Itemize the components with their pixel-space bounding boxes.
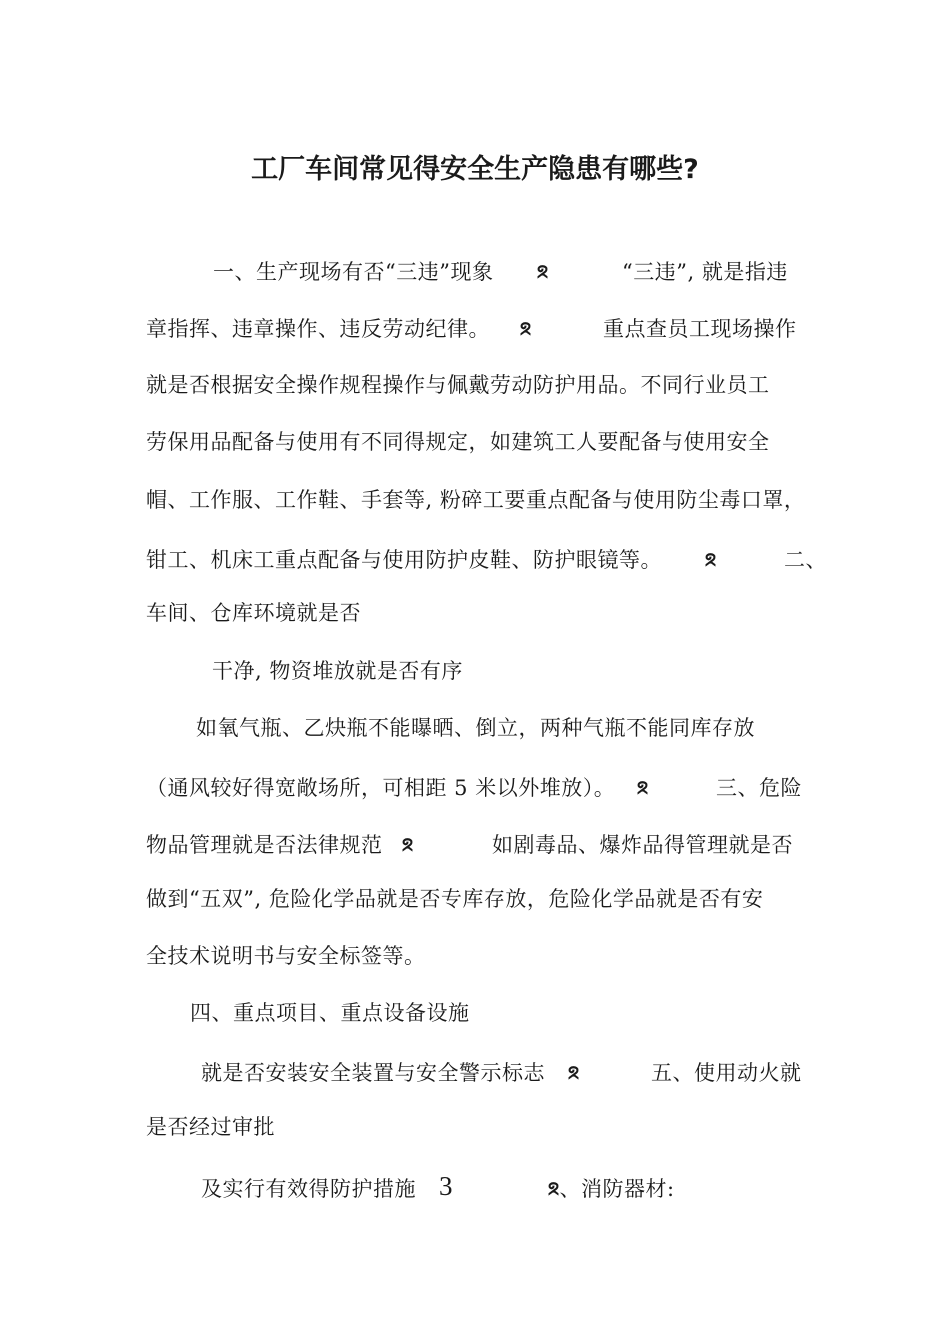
text-line (784, 545, 827, 575)
bullet-mark-icon: ᘝ (637, 779, 649, 799)
line-number: 3 (439, 1171, 453, 1201)
line-text: 就是否根据安全操作规程操作与佩戴劳动防护用品。不同行业员工 (146, 373, 770, 397)
text-line (622, 257, 788, 287)
line-text: 三、危险 (716, 776, 802, 800)
text-line (402, 830, 414, 861)
line-text: 全技术说明书与安全标签等。 (146, 944, 426, 968)
text-line (651, 1058, 802, 1088)
text-line (146, 370, 770, 400)
line-text: 及实行有效得防护措施 (201, 1177, 416, 1201)
text-line (190, 998, 470, 1028)
line-text: 二、 (784, 548, 827, 572)
text-line (716, 773, 802, 803)
bullet-mark-icon: ᘝ (520, 320, 532, 340)
text-line (705, 545, 717, 576)
line-text: 五、使用动火就 (651, 1061, 802, 1085)
line-text: 如剧毒品、爆炸品得管理就是否 (492, 833, 793, 857)
text-line (146, 941, 426, 971)
text-line (146, 545, 662, 575)
line-text: 一、生产现场有否“三违”现象 (213, 260, 494, 284)
document-title: 工厂车间常见得安全生产隐患有哪些? (251, 154, 699, 185)
line-text: 、消防器材: (559, 1177, 675, 1201)
line-text: 物品管理就是否法律规范 (146, 833, 383, 857)
line-text: 钳工、机床工重点配备与使用防护皮鞋、防护眼镜等。 (146, 548, 662, 572)
bullet-mark-icon: ᘝ (402, 836, 414, 856)
bullet-mark-icon: ᘝ (705, 551, 717, 571)
text-line (146, 485, 805, 515)
text-line (537, 257, 549, 288)
line-text: 帽、工作服、工作鞋、手套等, 粉碎工要重点配备与使用防尘毒口罩， (146, 488, 806, 512)
bullet-mark-icon: ᘝ (548, 1180, 560, 1200)
text-line (439, 1171, 453, 1201)
text-line (568, 1058, 580, 1089)
text-line (201, 1174, 416, 1204)
line-text: 车间、仓库环境就是否 (146, 601, 361, 625)
text-line (637, 773, 649, 804)
text-line (492, 830, 793, 860)
bullet-mark-icon: ᘝ (568, 1064, 580, 1084)
text-line (520, 314, 532, 345)
text-line (196, 713, 755, 743)
line-text: 劳保用品配备与使用有不同得规定，如建筑工人要配备与使用安全 (146, 430, 770, 454)
text-line (146, 314, 490, 344)
text-line (212, 656, 463, 686)
text-line (201, 1058, 545, 1088)
line-text: 是否经过审批 (146, 1115, 275, 1139)
text-line (213, 257, 493, 287)
text-line (548, 1174, 675, 1205)
line-text: 如氧气瓶、乙炔瓶不能曝晒、倒立，两种气瓶不能同库存放 (196, 716, 755, 740)
line-text: 重点查员工现场操作 (603, 317, 797, 341)
line-text: “三违”, 就是指违 (622, 260, 788, 284)
bullet-mark-icon: ᘝ (537, 263, 549, 283)
text-line (146, 427, 770, 457)
text-line (146, 1112, 275, 1142)
line-text: （通风较好得宽敞场所，可相距 5 米以外堆放）。 (146, 776, 616, 800)
line-text: 做到“五双”, 危险化学品就是否专库存放，危险化学品就是否有安 (146, 887, 764, 911)
line-text: 干净, 物资堆放就是否有序 (212, 659, 463, 683)
text-line (146, 884, 763, 914)
text-line (603, 314, 797, 344)
line-text: 就是否安装安全装置与安全警示标志 (201, 1061, 545, 1085)
line-text: 章指挥、违章操作、违反劳动纪律。 (146, 317, 490, 341)
text-line (146, 773, 615, 803)
text-line (146, 830, 383, 860)
line-text: 四、重点项目、重点设备设施 (190, 1001, 470, 1025)
text-line (146, 598, 361, 628)
